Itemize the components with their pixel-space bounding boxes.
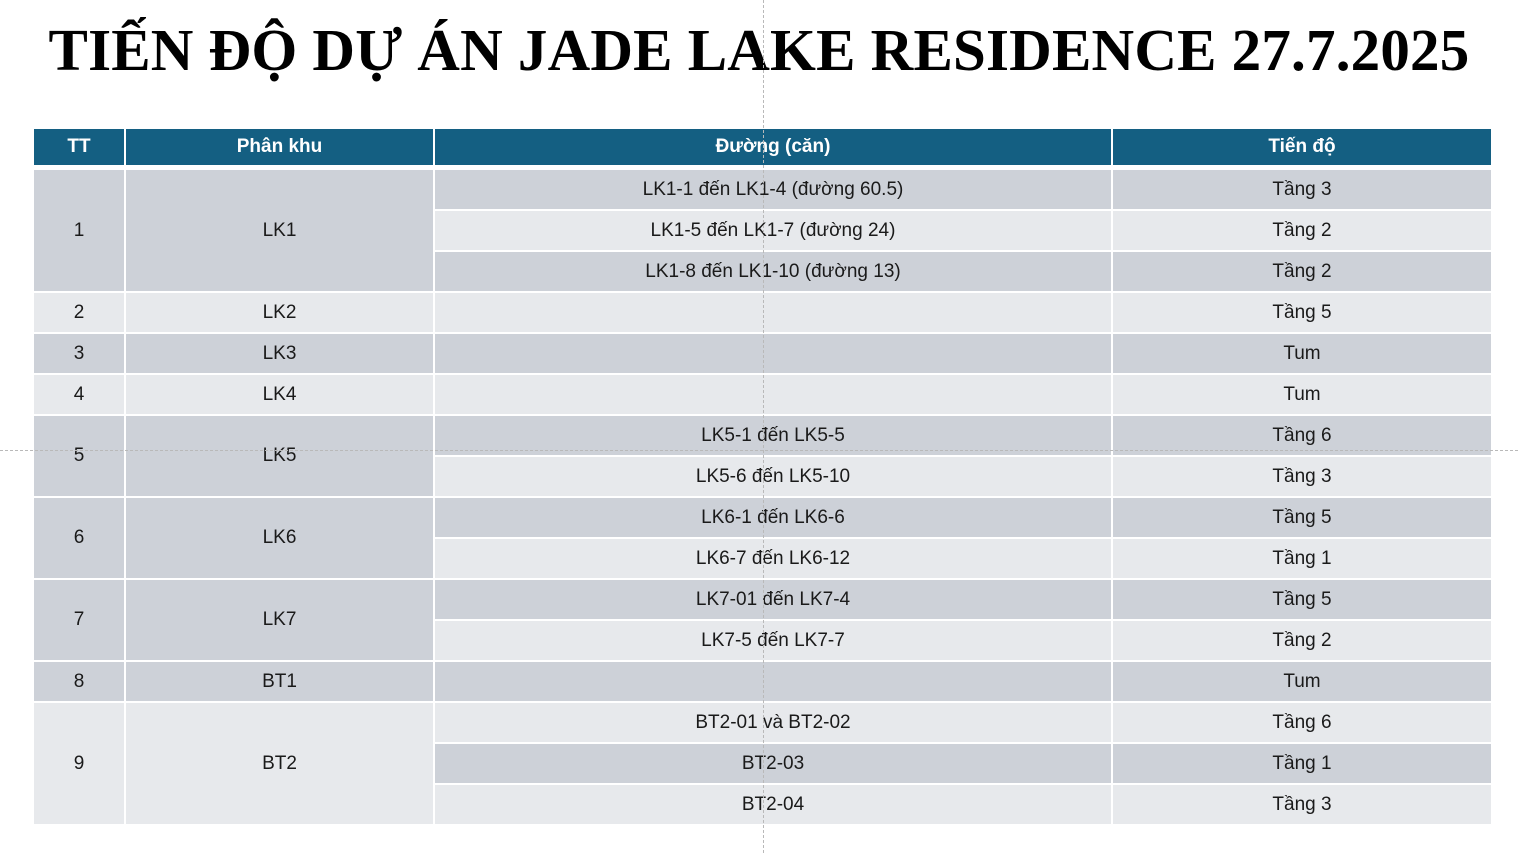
street-cell: LK5-6 đến LK5-10 bbox=[435, 457, 1113, 498]
street-cell: LK7-01 đến LK7-4 bbox=[435, 580, 1113, 621]
header-tt: TT bbox=[34, 129, 126, 170]
progress-cell: Tầng 3 bbox=[1113, 457, 1491, 498]
zone-cell: LK2 bbox=[126, 293, 435, 334]
zone-cell: BT2 bbox=[126, 703, 435, 826]
progress-cell: Tầng 3 bbox=[1113, 785, 1491, 826]
progress-cell: Tầng 2 bbox=[1113, 621, 1491, 662]
table-row bbox=[34, 170, 1491, 211]
row-number: 4 bbox=[34, 375, 126, 416]
row-number: 1 bbox=[34, 170, 126, 293]
street-cell: LK1-1 đến LK1-4 (đường 60.5) bbox=[435, 170, 1113, 211]
header-zone: Phân khu bbox=[126, 129, 435, 170]
header-street: Đường (căn) bbox=[435, 129, 1113, 170]
street-cell: LK5-1 đến LK5-5 bbox=[435, 416, 1113, 457]
table-row bbox=[34, 416, 1491, 457]
progress-cell: Tum bbox=[1113, 375, 1491, 416]
street-cell bbox=[435, 334, 1113, 375]
zone-cell: LK5 bbox=[126, 416, 435, 498]
row-number: 3 bbox=[34, 334, 126, 375]
zone-cell: BT1 bbox=[126, 662, 435, 703]
row-number: 2 bbox=[34, 293, 126, 334]
zone-cell: LK1 bbox=[126, 170, 435, 293]
progress-cell: Tầng 6 bbox=[1113, 416, 1491, 457]
street-cell: LK6-7 đến LK6-12 bbox=[435, 539, 1113, 580]
street-cell bbox=[435, 375, 1113, 416]
zone-cell: LK6 bbox=[126, 498, 435, 580]
progress-cell: Tầng 1 bbox=[1113, 539, 1491, 580]
zone-cell: LK7 bbox=[126, 580, 435, 662]
street-cell: BT2-01 và BT2-02 bbox=[435, 703, 1113, 744]
street-cell: LK1-5 đến LK1-7 (đường 24) bbox=[435, 211, 1113, 252]
street-cell: BT2-04 bbox=[435, 785, 1113, 826]
progress-cell: Tầng 6 bbox=[1113, 703, 1491, 744]
header-progress: Tiến độ bbox=[1113, 129, 1491, 170]
table-row bbox=[34, 293, 1491, 334]
progress-cell: Tum bbox=[1113, 334, 1491, 375]
street-cell bbox=[435, 293, 1113, 334]
row-number: 6 bbox=[34, 498, 126, 580]
row-number: 7 bbox=[34, 580, 126, 662]
progress-cell: Tầng 2 bbox=[1113, 252, 1491, 293]
progress-cell: Tầng 3 bbox=[1113, 170, 1491, 211]
progress-cell: Tầng 2 bbox=[1113, 211, 1491, 252]
row-number: 8 bbox=[34, 662, 126, 703]
table-row bbox=[34, 703, 1491, 744]
street-cell bbox=[435, 662, 1113, 703]
table-row bbox=[34, 334, 1491, 375]
zone-cell: LK3 bbox=[126, 334, 435, 375]
table-row bbox=[34, 662, 1491, 703]
table-row bbox=[34, 498, 1491, 539]
street-cell: LK1-8 đến LK1-10 (đường 13) bbox=[435, 252, 1113, 293]
zone-cell: LK4 bbox=[126, 375, 435, 416]
row-number: 9 bbox=[34, 703, 126, 826]
progress-table bbox=[34, 129, 1491, 826]
table-header-row bbox=[34, 129, 1491, 170]
street-cell: LK7-5 đến LK7-7 bbox=[435, 621, 1113, 662]
progress-cell: Tầng 5 bbox=[1113, 293, 1491, 334]
progress-cell: Tầng 1 bbox=[1113, 744, 1491, 785]
progress-cell: Tầng 5 bbox=[1113, 498, 1491, 539]
progress-cell: Tầng 5 bbox=[1113, 580, 1491, 621]
street-cell: LK6-1 đến LK6-6 bbox=[435, 498, 1113, 539]
street-cell: BT2-03 bbox=[435, 744, 1113, 785]
table-row bbox=[34, 375, 1491, 416]
page-title: TIẾN ĐỘ DỰ ÁN JADE LAKE RESIDENCE 27.7.2025 bbox=[48, 17, 1470, 83]
row-number: 5 bbox=[34, 416, 126, 498]
progress-cell: Tum bbox=[1113, 662, 1491, 703]
table-row bbox=[34, 580, 1491, 621]
